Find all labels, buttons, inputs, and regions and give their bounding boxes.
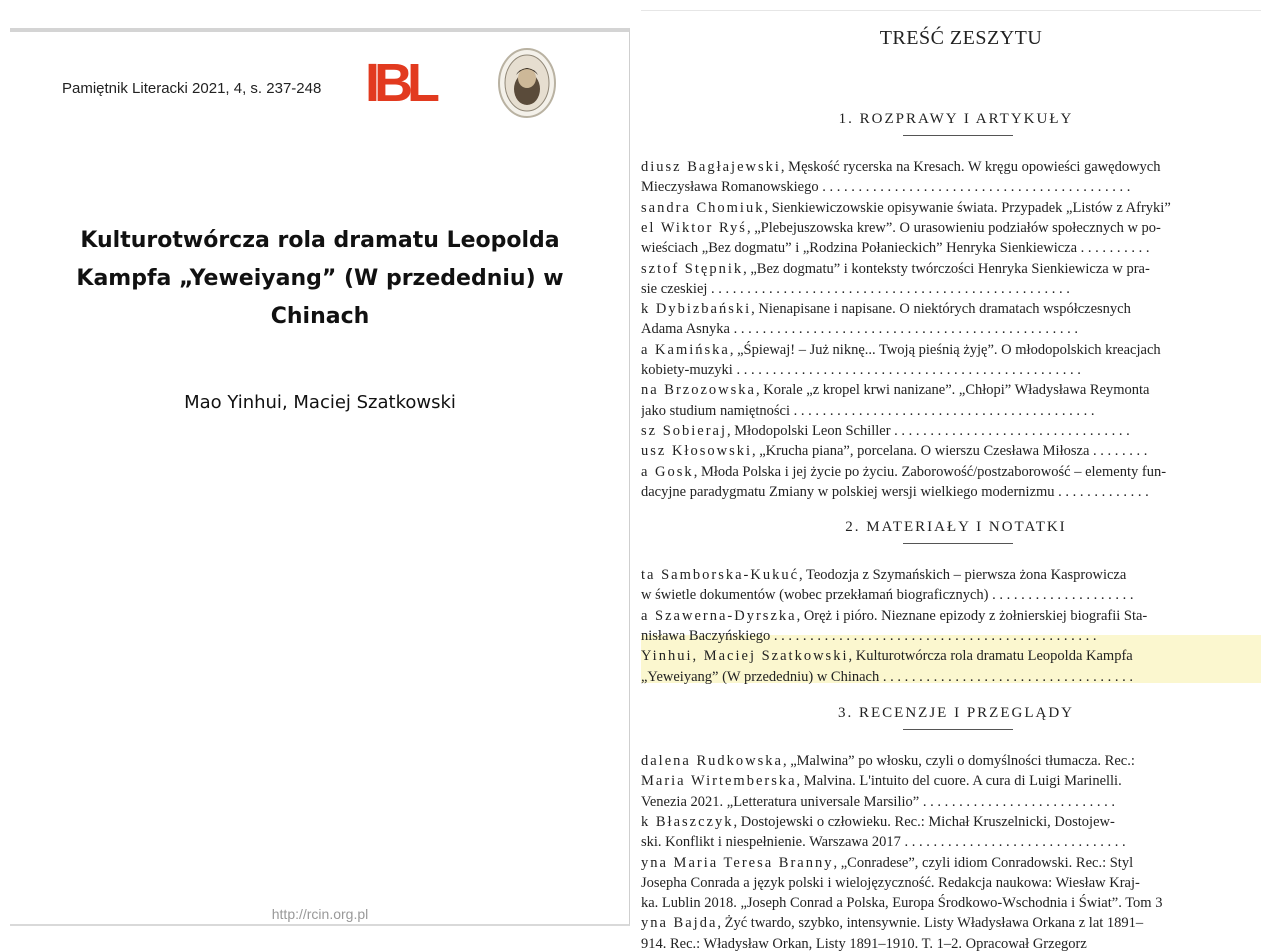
entry-author: yna Bajda [641,915,718,932]
section-rule [903,543,1013,544]
toc-entry-line [641,360,1251,380]
section-heading: 2. MATERIAŁY I NOTATKI [845,519,1067,535]
toc-title: TREŚĆ ZESZYTU [879,27,1043,49]
entry-author: a Gosk [641,463,694,480]
toc-entry-line [641,401,1251,421]
entry-text: , „Malwina” po włosku, czyli o domyślności tłumacza. Rec.: [782,753,1135,769]
entry-text: w świetle dokumentów (wobec przekłamań biograficznych) . . . . . . . . . . . . . . . . . . . . [641,587,1134,604]
toc-entry-line [641,462,1251,482]
toc-entry-line [641,832,1251,852]
entry-author: ta Samborska-Kukuć [641,567,800,583]
toc-entry-line [641,259,1251,279]
citation: Pamiętnik Literacki 2021, 4, s. 237-248 [62,80,322,97]
entry-author: sandra Chomiuk [641,199,765,216]
toc-entry-line [641,771,1251,791]
entry-text: „Yeweiyang” (W przededniu) w Chinach . . . . . . . . . . . . . . . . . . . . . . . . . . . . . . . . . . . [641,668,1133,685]
entry-text: Adama Asnyka . . . . . . . . . . . . . . . . . . . . . . . . . . . . . . . . . . . . . . . . . . . . . . . . [641,321,1078,338]
entry-author: na Brzozowska [641,382,756,399]
entry-author: a Szawerna-Dyrszka [641,607,797,624]
title-line: Kampfa „Yeweiyang” (W przededniu) w [76,266,564,291]
entry-text: dacyjne paradygmatu Zmiany w polskiej wersji wielkiego modernizmu . . . . . . . . . . . . . [641,483,1149,500]
entry-author: sztof Stępnik [641,260,744,277]
entry-text: , „Krucha piana”, porcelana. O wierszu Czesława Miłosza . . . . . . . . [752,443,1148,460]
entry-author: k Dybizbański [641,301,752,318]
toc-entry-line [641,340,1251,360]
entry-text: , Młodopolski Leon Schiller . . . . . . . . . . . . . . . . . . . . . . . . . . . . . . . . . [727,422,1130,439]
entry-text: 914. Rec.: Władysław Orkan, Listy 1891–1910. T. 1–2. Opracował Grzegorz [641,935,1087,951]
section-heading: 3. RECENZJE I PRZEGLĄDY [838,705,1074,721]
entry-author: usz Kłosowski [641,443,752,460]
entry-author: diusz Bagłajewski [641,159,781,175]
title-line: Kulturotwórcza rola dramatu Leopolda [80,228,560,253]
toc-entry-line [641,893,1251,913]
entry-text: , Korale „z kropel krwi nanizane”. „Chłopi” Władysława Reymonta [755,382,1150,399]
toc-entry-line [641,913,1251,933]
entry-author: el Wiktor Ryś [641,219,747,236]
entry-author: k Błaszczyk [641,813,734,830]
entry-author: Yinhui, Maciej Szatkowski [641,648,849,665]
toc-entry-line [641,606,1251,626]
section-heading: 1. ROZPRAWY I ARTYKUŁY [838,111,1074,127]
ibl-logo [365,53,434,113]
toc-entry-line [641,873,1251,893]
entry-text: kobiety-muzyki . . . . . . . . . . . . . . . . . . . . . . . . . . . . . . . . . . . . . . . . . . . . . . . . [641,362,1081,378]
ibl-logo-text: IBL [365,53,434,113]
entry-author: yna Maria Teresa Branny [641,854,834,871]
toc-entry-line [641,198,1251,218]
toc-entry-line [641,421,1251,441]
entry-text: , Sienkiewiczowskie opisywanie świata. Przypadek „Listów z Afryki” [764,199,1171,216]
toc-entry-line [641,792,1251,812]
toc-entry-line [641,751,1251,771]
entry-text: , Męskość rycerska na Kresach. W kręgu opowieści gawędowych [780,159,1161,175]
entry-author: a Kamińska [641,341,730,358]
entry-text: Venezia 2021. „Letteratura universale Marsilio” . . . . . . . . . . . . . . . . . . . . . . . . . . . [641,793,1115,810]
entry-text: , Kulturotwórcza rola dramatu Leopolda Kampfa [848,648,1133,665]
toc-entry-line [641,279,1251,299]
document-title [60,222,580,336]
entry-text: , Nienapisane i napisane. O niektórych dramatach współczesnych [751,301,1131,318]
toc-entry-line [641,299,1251,319]
entry-text: jako studium namiętności . . . . . . . . . . . . . . . . . . . . . . . . . . . . . . . . . . . . . . . . . . [641,402,1095,419]
section-rule [903,135,1013,136]
entry-text: , Oręż i pióro. Nieznane epizody z żołnierskiej biografii Sta- [796,607,1148,624]
toc-entry-line [641,667,1251,687]
entry-text: , „Bez dogmatu” i konteksty twórczości Henryka Sienkiewicza w pra- [743,260,1150,277]
entry-text: , „Śpiewaj! – Już niknę... Twoją pieśnią żyję”. O młodopolskich kreacjach [729,341,1161,358]
entry-text: , Żyć twardo, szybko, intensywnie. Listy Władysława Orkana z lat 1891– [717,915,1144,932]
entry-text: , „Plebejuszowska krew”. O urasowieniu podziałów społecznych w po- [746,219,1161,236]
entry-text: , Malvina. L'intuito del cuore. A cura di Luigi Marinelli. [796,773,1122,790]
toc-entry-line [641,319,1251,339]
entry-text: nisława Baczyńskiego . . . . . . . . . . . . . . . . . . . . . . . . . . . . . . . . . . . . . . . . . . . . . [641,627,1097,644]
toc-entry-line [641,585,1251,605]
toc-entry-line [641,238,1251,258]
toc-entry-line [641,157,1251,177]
toc-entry-line [641,934,1251,951]
entry-text: , Dostojewski o człowieku. Rec.: Michał Kruszelnicki, Dostojew- [733,813,1115,830]
portrait-seal-icon [497,45,557,119]
entry-text: , Teodozja z Szymańskich – pierwsza żona Kasprowicza [799,567,1127,583]
toc-entry-line [641,812,1251,832]
toc-entry-line [641,853,1251,873]
toc-entry-line [641,218,1251,238]
entry-text: ski. Konflikt i niespełnienie. Warszawa 2017 . . . . . . . . . . . . . . . . . . . . . . . . . . . . . . . [641,834,1126,851]
document-authors: Mao Yinhui, Maciej Szatkowski [184,392,456,413]
entry-text: , Młoda Polska i jej życie po życiu. Zaborowość/postzaborowość – elementy fun- [693,463,1167,480]
entry-text: Josepha Conrada a język polski i wielojęzyczność. Redakcja naukowa: Wiesław Kraj- [641,874,1140,891]
entry-author: Maria Wirtemberska [641,773,797,790]
entry-text: , „Conradese”, czyli idiom Conradowski. Rec.: Styl [833,854,1134,871]
toc-entry-line [641,177,1251,197]
toc-entry-line [641,441,1251,461]
toc-entry-line [641,626,1251,646]
section-rule [903,729,1013,730]
entry-text: wieściach „Bez dogmatu” i „Rodzina Połanieckich” Henryka Sienkiewicza . . . . . . . . . . [641,240,1150,257]
entry-text: Mieczysława Romanowskiego . . . . . . . . . . . . . . . . . . . . . . . . . . . . . . . . . . . . . . . . . . . [641,179,1131,196]
entry-text: sie czeskiej . . . . . . . . . . . . . . . . . . . . . . . . . . . . . . . . . . . . . . . . . . . . . . . . . . [641,280,1070,297]
toc-entry-line [641,565,1251,585]
entry-author: sz Sobieraj [641,422,728,439]
entry-author: dalena Rudkowska [641,753,783,769]
right-page [641,10,1261,951]
toc-entry-line [641,646,1251,666]
entry-text: ka. Lublin 2018. „Joseph Conrad a Polska, Europa Środkowo-Wschodnia i Świat”. Tom 3 [641,895,1163,912]
source-url[interactable]: http://rcin.org.pl [271,906,369,922]
title-line: Chinach [270,304,370,329]
toc-entry-line [641,380,1251,400]
left-page [10,28,630,926]
toc-entry-line [641,482,1251,502]
